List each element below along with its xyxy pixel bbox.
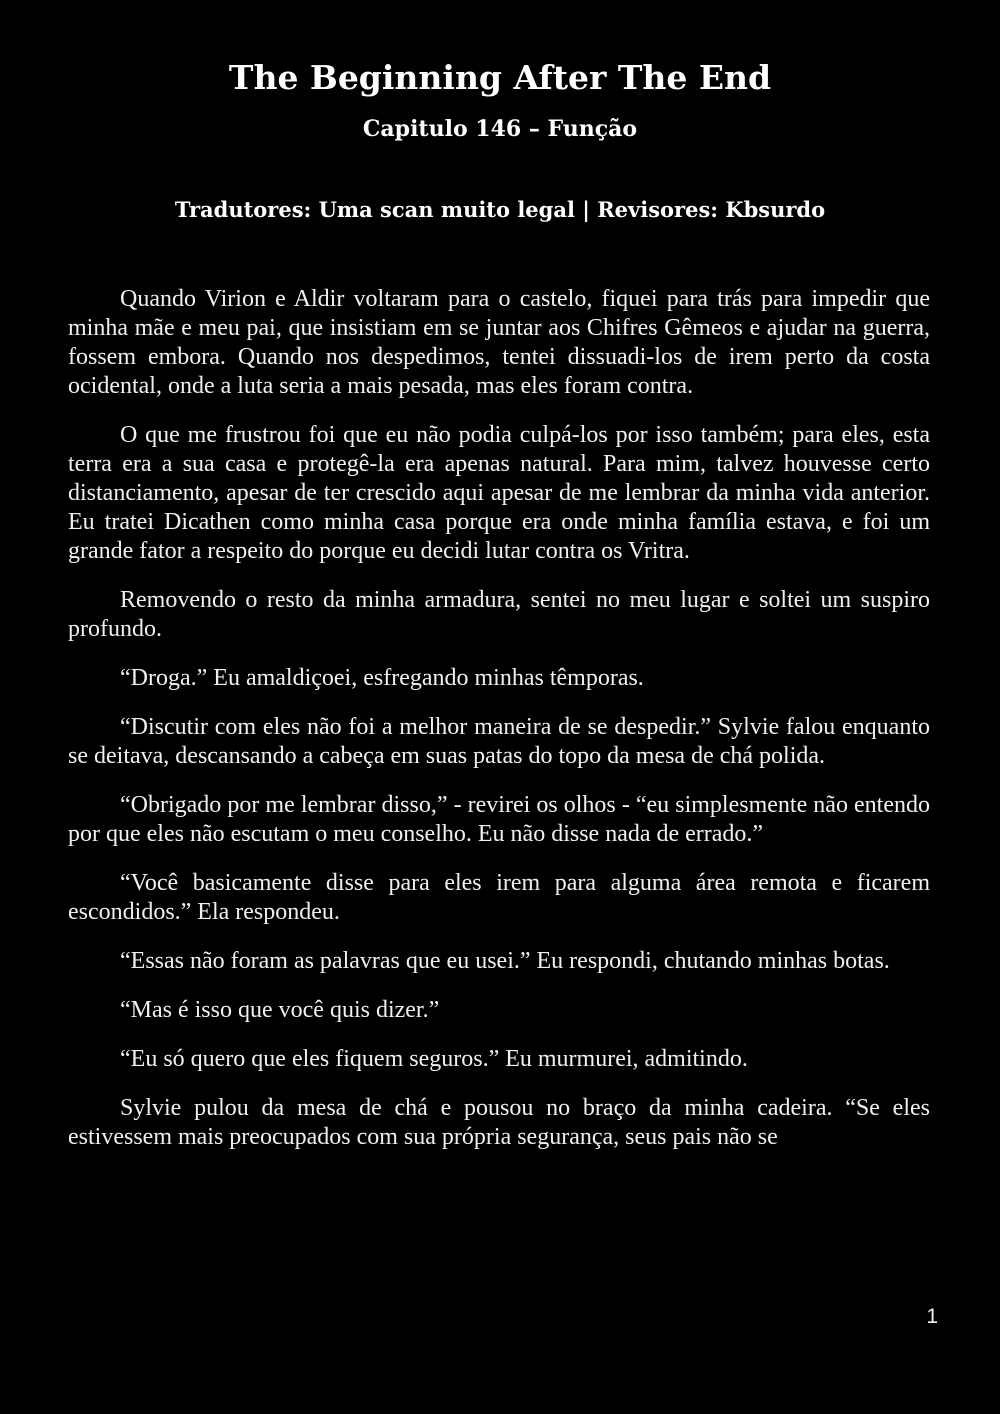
paragraph: “Essas não foram as palavras que eu usei.” Eu respondi, chutando minhas botas. (120, 948, 890, 974)
paragraph: “Droga.” Eu amaldiçoei, esfregando minhas têmporas. (120, 665, 644, 691)
paragraph: “Eu só quero que eles fiquem seguros.” Eu murmurei, admitindo. (120, 1046, 748, 1072)
body-text (68, 285, 930, 1172)
paragraph: Quando Virion e Aldir voltaram para o castelo, fiquei para trás para impedir que minha mãe e meu pai, que insistiam em se juntar aos Chifres Gêmeos e ajudar na guerra, fossem embora. Quando nos despedimos, tentei dissuadi-los de irem perto da costa ocidental, onde a luta seria a mais pesada, mas eles foram contra. (68, 286, 930, 399)
paragraph: “Você basicamente disse para eles irem para alguma área remota e ficarem escondidos.” Ela respondeu. (68, 870, 930, 925)
credits-line: Tradutores: Uma scan muito legal | Revisores: Kbsurdo (174, 197, 826, 222)
paragraph: Sylvie pulou da mesa de chá e pousou no braço da minha cadeira. “Se eles estivessem mais preocupados com sua própria segurança, seus pais não se (68, 1095, 930, 1150)
paragraph: O que me frustrou foi que eu não podia culpá-los por isso também; para eles, esta terra era a sua casa e protegê-la era apenas natural. Para mim, talvez houvesse certo distanciamento, apesar de ter crescido aqui apesar de me lembrar da minha vida anterior. Eu tratei Dicathen como minha casa porque era onde minha família estava, e foi um grande fator a respeito do porque eu decidi lutar contra os Vritra. (68, 422, 930, 564)
page-number: 1 (926, 1305, 938, 1328)
paragraph: “Discutir com eles não foi a melhor maneira de se despedir.” Sylvie falou enquanto se deitava, descansando a cabeça em suas patas do topo da mesa de chá polida. (68, 714, 930, 769)
document-title: The Beginning After The End (228, 58, 772, 97)
paragraph: “Mas é isso que você quis dizer.” (120, 997, 440, 1023)
paragraph: “Obrigado por me lembrar disso,” - revirei os olhos - “eu simplesmente não entendo por que eles não escutam o meu conselho. Eu não disse nada de errado.” (68, 792, 930, 847)
chapter-heading: Capitulo 146 – Função (362, 116, 638, 142)
paragraph: Removendo o resto da minha armadura, sentei no meu lugar e soltei um suspiro profundo. (68, 587, 930, 642)
